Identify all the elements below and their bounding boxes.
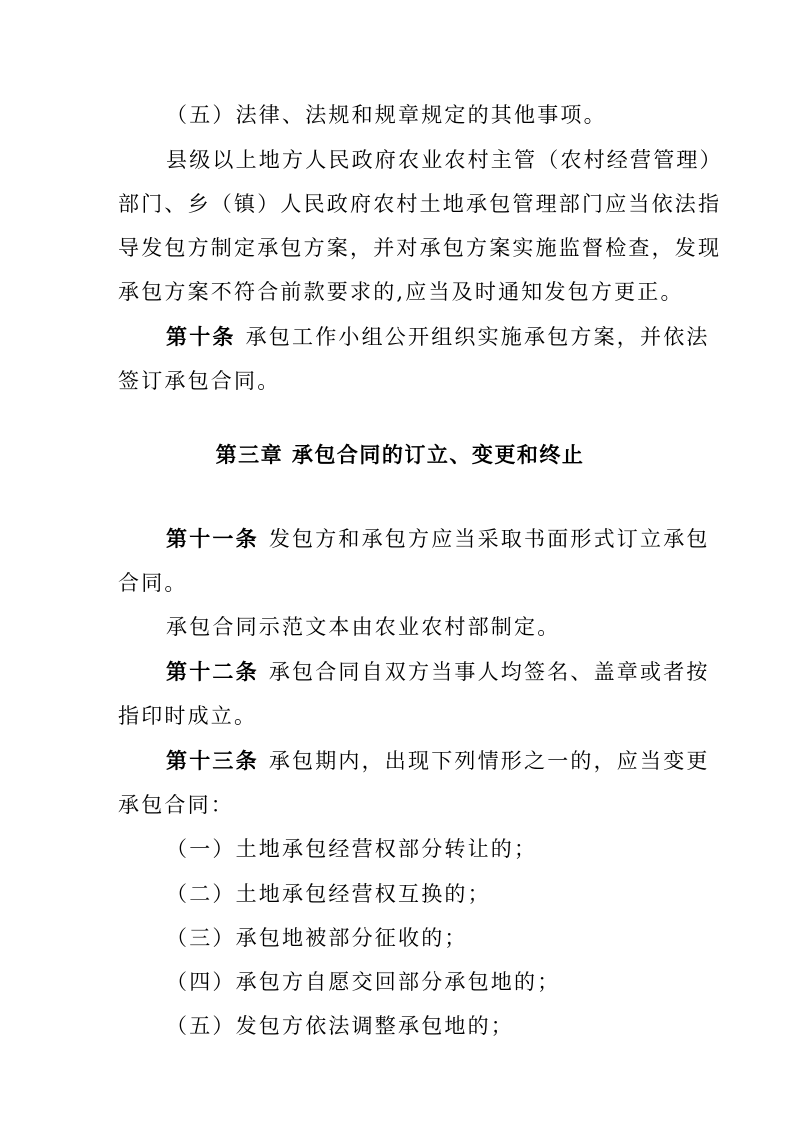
list-item: （五）法律、法规和规章规定的其他事项。 xyxy=(166,103,607,127)
paragraph-line: 签订承包合同。 xyxy=(118,369,281,393)
paragraph-text: 县级以上地方人民政府农业农村主管（农村经营管理） xyxy=(166,148,723,172)
list-item: （四）承包方自愿交回部分承包地的； xyxy=(166,970,561,994)
article-label: 第十条 xyxy=(166,324,236,349)
list-item: （一）土地承包经营权部分转让的； xyxy=(166,837,538,861)
article-10 xyxy=(166,322,710,352)
article-13 xyxy=(166,746,710,776)
article-11 xyxy=(166,524,710,554)
paragraph-line: 部门、乡（镇）人民政府农村土地承包管理部门应当依法指 xyxy=(118,192,722,216)
list-item: （五）发包方依法调整承包地的； xyxy=(166,1014,514,1038)
article-text: 承包合同自双方当事人均签名、盖章或者按 xyxy=(268,660,710,684)
paragraph-line: 导发包方制定承包方案，并对承包方案实施监督检查，发现 xyxy=(118,236,722,260)
article-label: 第十二条 xyxy=(166,659,259,684)
article-text: 发包方和承包方应当采取书面形式订立承包 xyxy=(268,527,710,551)
paragraph-line: 承包方案不符合前款要求的,应当及时通知发包方更正。 xyxy=(118,280,684,304)
list-item: （二）土地承包经营权互换的； xyxy=(166,882,491,906)
article-label: 第十三条 xyxy=(166,748,259,773)
paragraph-line: 承包合同示范文本由农业农村部制定。 xyxy=(166,615,561,639)
paragraph-line: 合同。 xyxy=(118,571,188,595)
paragraph-line: 指印时成立。 xyxy=(118,704,258,728)
list-item: （三）承包地被部分征收的； xyxy=(166,926,468,950)
article-label: 第十一条 xyxy=(166,526,259,551)
paragraph-line xyxy=(166,145,723,175)
article-12 xyxy=(166,657,710,687)
chapter-heading: 第三章 承包合同的订立、变更和终止 xyxy=(215,442,585,467)
paragraph-line: 承包合同： xyxy=(118,793,234,817)
article-text: 承包期内，出现下列情形之一的，应当变更 xyxy=(268,749,710,773)
article-text: 承包工作小组公开组织实施承包方案，并依法 xyxy=(245,325,710,349)
